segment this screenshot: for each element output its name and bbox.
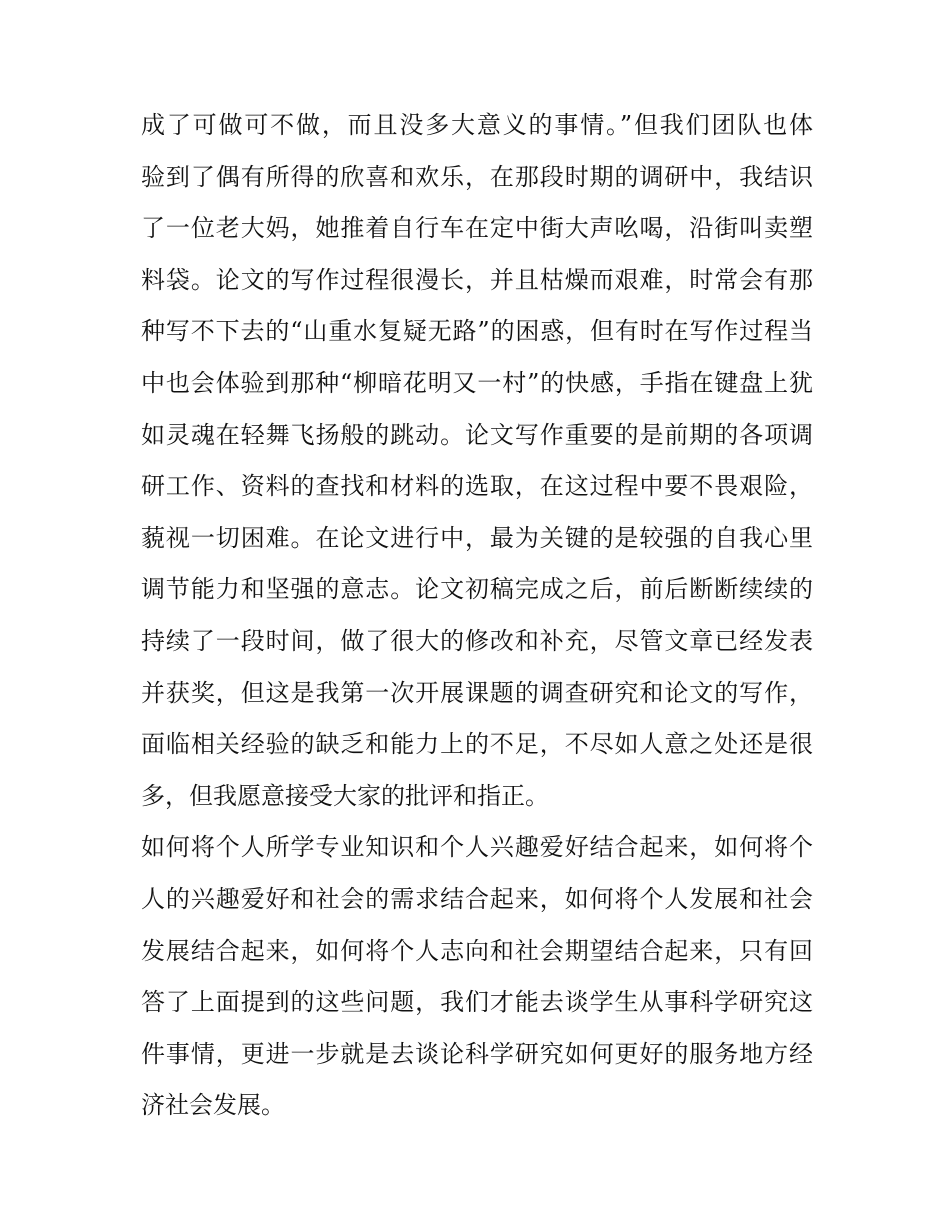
text-line: 调节能力和坚强的意志。论文初稿完成之后，前后断断续续的 [141, 575, 813, 604]
text-line-last: 济社会发展。 [141, 1091, 285, 1120]
text-line: 面临相关经验的缺乏和能力上的不足，不尽如人意之处还是很 [141, 730, 813, 759]
text-line: 答了上面提到的这些问题，我们才能去谈学生从事科学研究这 [141, 988, 813, 1017]
text-line: 研工作、资料的查找和材料的选取，在这过程中要不畏艰险， [141, 472, 813, 501]
text-line: 如何将个人所学专业知识和个人兴趣爱好结合起来，如何将个 [141, 833, 813, 862]
text-line: 持续了一段时间，做了很大的修改和补充，尽管文章已经发表 [141, 626, 813, 655]
text-line: 并获奖，但这是我第一次开展课题的调查研究和论文的写作， [141, 678, 813, 707]
document-body [141, 100, 813, 1132]
text-line: 发展结合起来，如何将个人志向和社会期望结合起来，只有回 [141, 936, 813, 965]
text-line: 料袋。论文的写作过程很漫长，并且枯燥而艰难，时常会有那 [141, 265, 813, 294]
text-line-last: 多，但我愿意接受大家的批评和指正。 [141, 781, 549, 810]
text-line: 种写不下去的“山重水复疑无路”的困惑，但有时在写作过程当 [141, 317, 813, 346]
text-line: 成了可做可不做，而且没多大意义的事情。”但我们团队也体 [141, 111, 813, 139]
text-line: 验到了偶有所得的欣喜和欢乐，在那段时期的调研中，我结识 [141, 162, 813, 191]
text-line: 人的兴趣爱好和社会的需求结合起来，如何将个人发展和社会 [141, 884, 813, 913]
paragraph-2 [141, 822, 813, 1132]
text-line: 藐视一切困难。在论文进行中，最为关键的是较强的自我心里 [141, 523, 813, 552]
text-line: 了一位老大妈，她推着自行车在定中街大声吆喝，沿街叫卖塑 [141, 214, 813, 243]
paragraph-1 [141, 100, 813, 822]
text-line: 件事情，更进一步就是去谈论科学研究如何更好的服务地方经 [141, 1039, 813, 1068]
text-line: 中也会体验到那种“柳暗花明又一村”的快感，手指在键盘上犹 [141, 368, 813, 397]
text-line: 如灵魂在轻舞飞扬般的跳动。论文写作重要的是前期的各项调 [141, 420, 813, 449]
